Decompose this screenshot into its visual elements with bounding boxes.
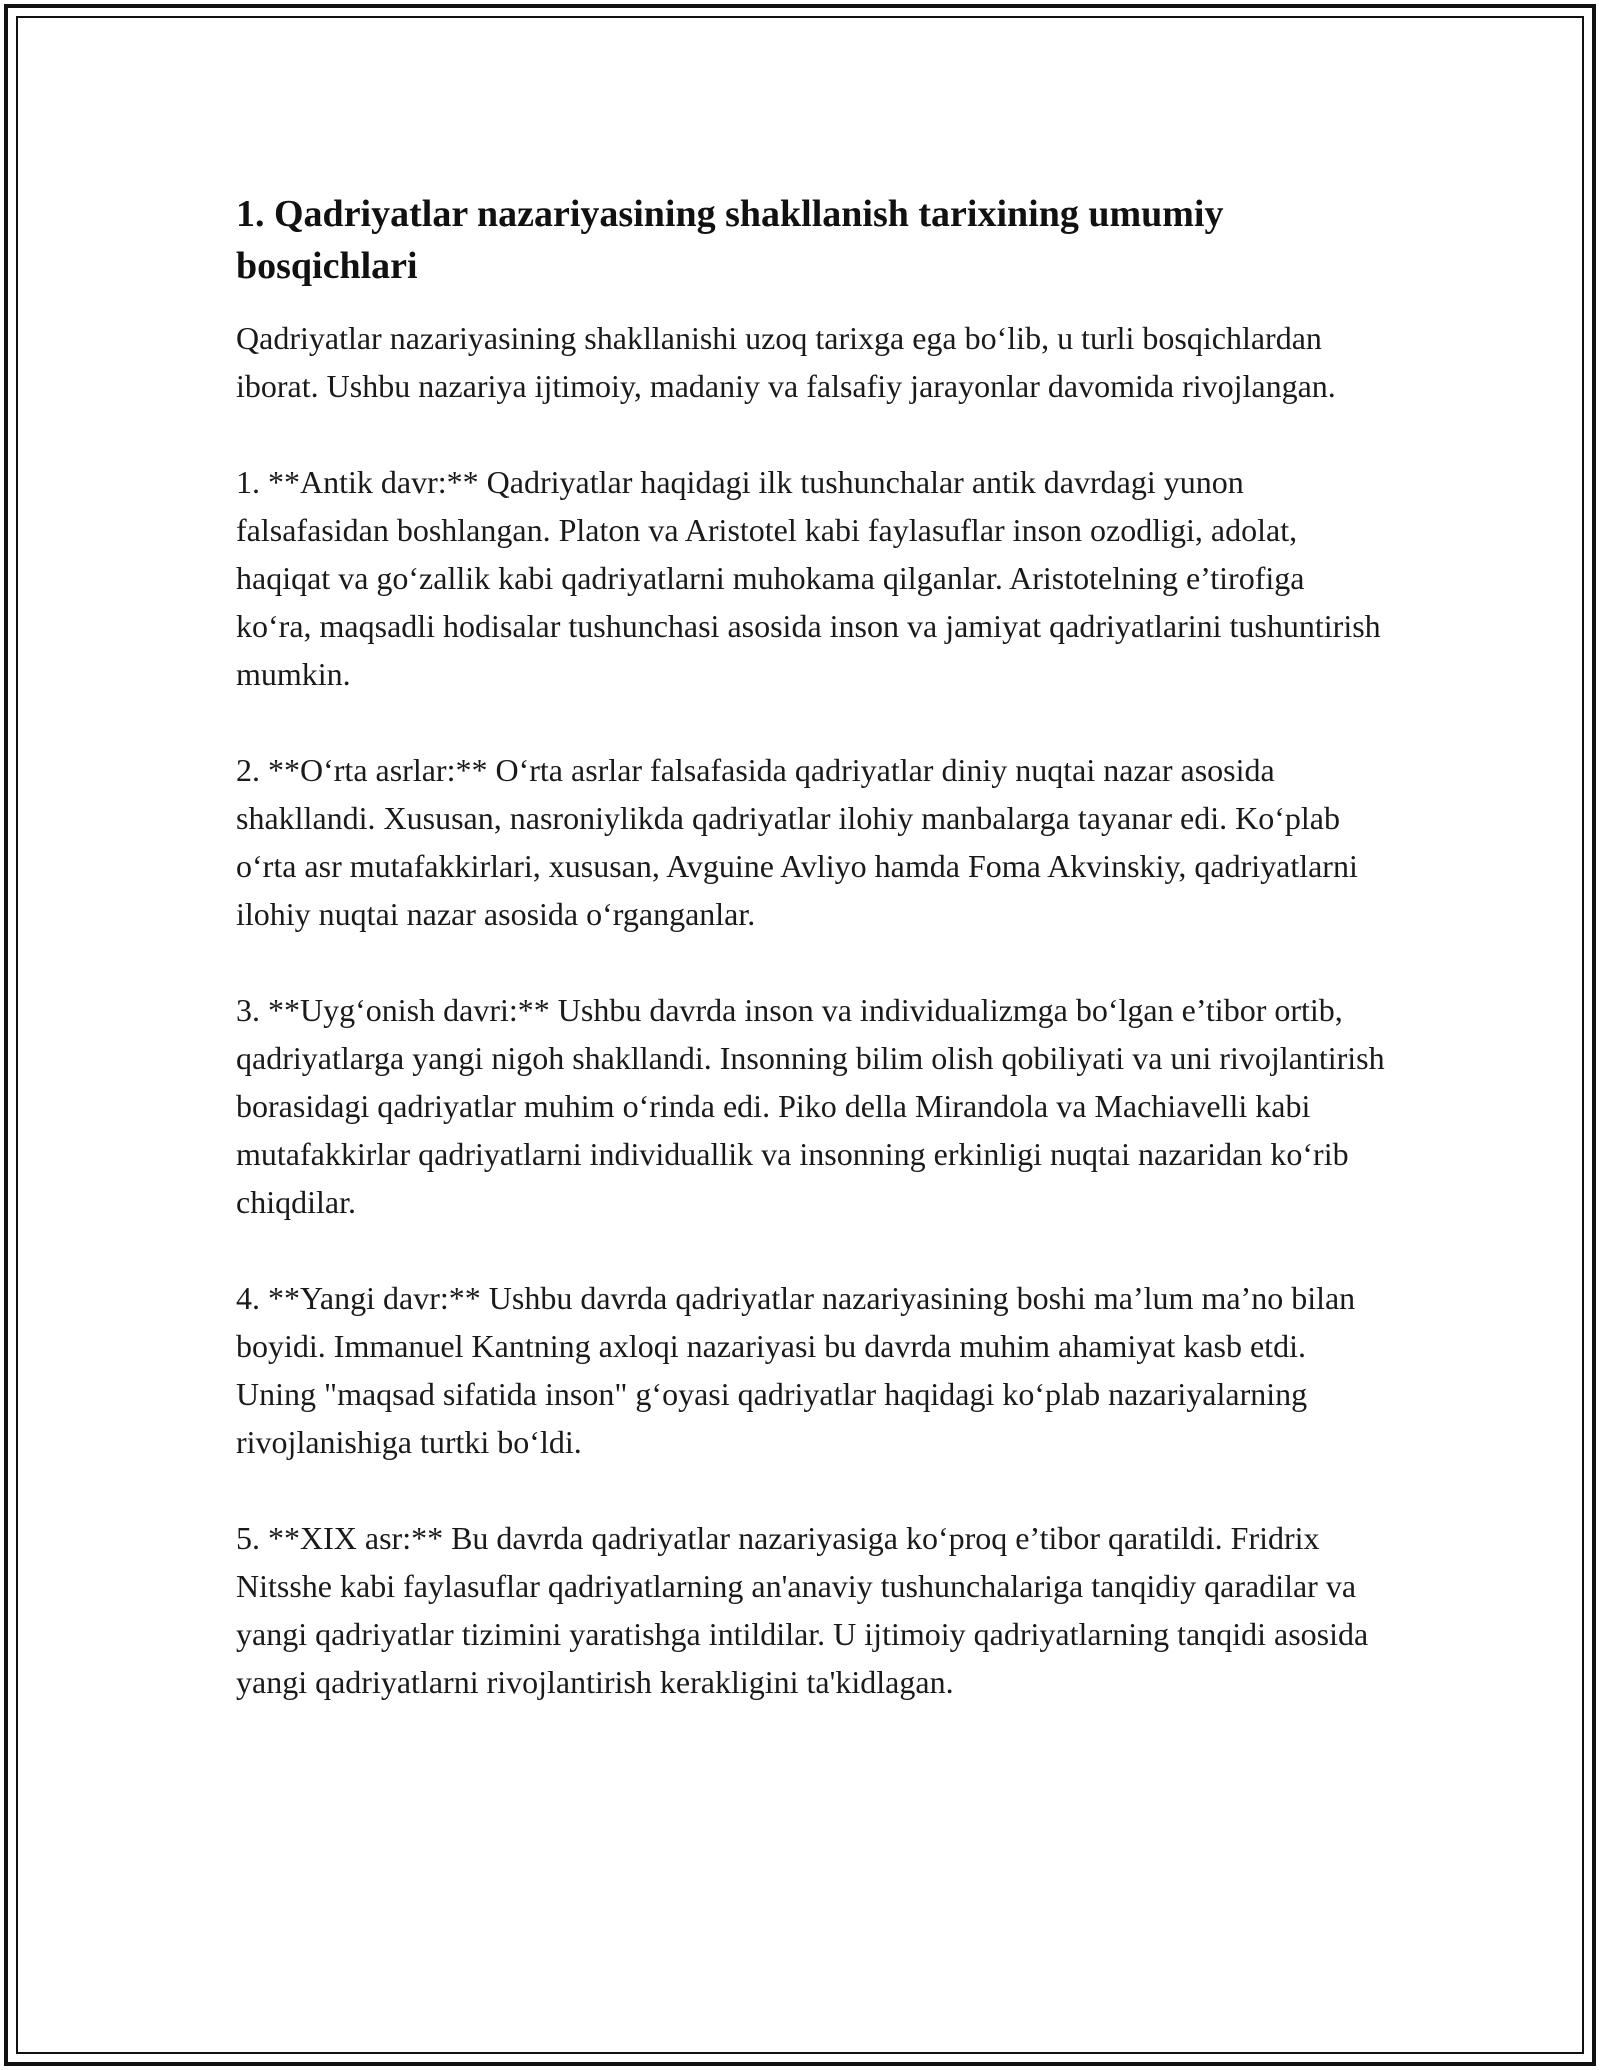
intro-paragraph: Qadriyatlar nazariyasining shakllanishi uzoq tarixga ega bo‘lib, u turli bosqichlardan iborat. Ushbu nazariya ijtimoiy, madaniy va falsafiy jarayonlar davomida rivojlangan. (236, 320, 1336, 404)
paragraph-uygonish-davri: 3. **Uyg‘onish davri:** Ushbu davrda inson va individualizmga bo‘lgan e’tibor ortib, qadriyatlarga yangi nigoh shakllandi. Insonning bilim olish qobiliyati va uni rivojlantirish borasidagi qadriyatlar muhim o‘rinda edi. Piko della Mirandola va Machiavelli kabi mutafakkirlar qadriyatlarni individuallik va insonning erkinligi nuqtai nazaridan ko‘rib chiqdilar. (236, 992, 1385, 1220)
paragraph-orta-asrlar: 2. **O‘rta asrlar:** O‘rta asrlar falsafasida qadriyatlar diniy nuqtai nazar asosida shakllandi. Xususan, nasroniylikda qadriyatlar ilohiy manbalarga tayanar edi. Ko‘plab o‘rta asr mutafakkirlari, xususan, Avguine Avliyo hamda Foma Akvinskiy, qadriyatlarni ilohiy nuqtai nazar asosida o‘rganganlar. (236, 752, 1358, 932)
paragraph-xix-asr: 5. **XIX asr:** Bu davrda qadriyatlar nazariyasiga ko‘proq e’tibor qaratildi. Fridrix Nitsshe kabi faylasuflar qadriyatlarning an'anaviy tushunchalariga tanqidiy qaradilar va yangi qadriyatlar tizimini yaratishga intildilar. U ijtimoiy qadriyatlarning tanqidi asosida yangi qadriyatlarni rivojlantirish kerakligini ta'kidlagan. (236, 1520, 1369, 1700)
section-heading: 1. Qadriyatlar nazariyasining shakllanish tarixining umumiy bosqichlari (236, 193, 1224, 287)
document-body (236, 188, 1386, 1706)
paragraph-yangi-davr: 4. **Yangi davr:** Ushbu davrda qadriyatlar nazariyasining boshi ma’lum ma’no bilan boyidi. Immanuel Kantning axloqi nazariyasi bu davrda muhim ahamiyat kasb etdi. Uning "maqsad sifatida inson" g‘oyasi qadriyatlar haqidagi ko‘plab nazariyalarning rivojlanishiga turtki bo‘ldi. (236, 1280, 1356, 1460)
paragraph-antik-davr: 1. **Antik davr:** Qadriyatlar haqidagi ilk tushunchalar antik davrdagi yunon falsafasidan boshlangan. Platon va Aristotel kabi faylasuflar inson ozodligi, adolat, haqiqat va go‘zallik kabi qadriyatlarni muhokama qilganlar. Aristotelning e’tirofiga ko‘ra, maqsadli hodisalar tushunchasi asosida inson va jamiyat qadriyatlarini tushuntirish mumkin. (236, 464, 1381, 692)
